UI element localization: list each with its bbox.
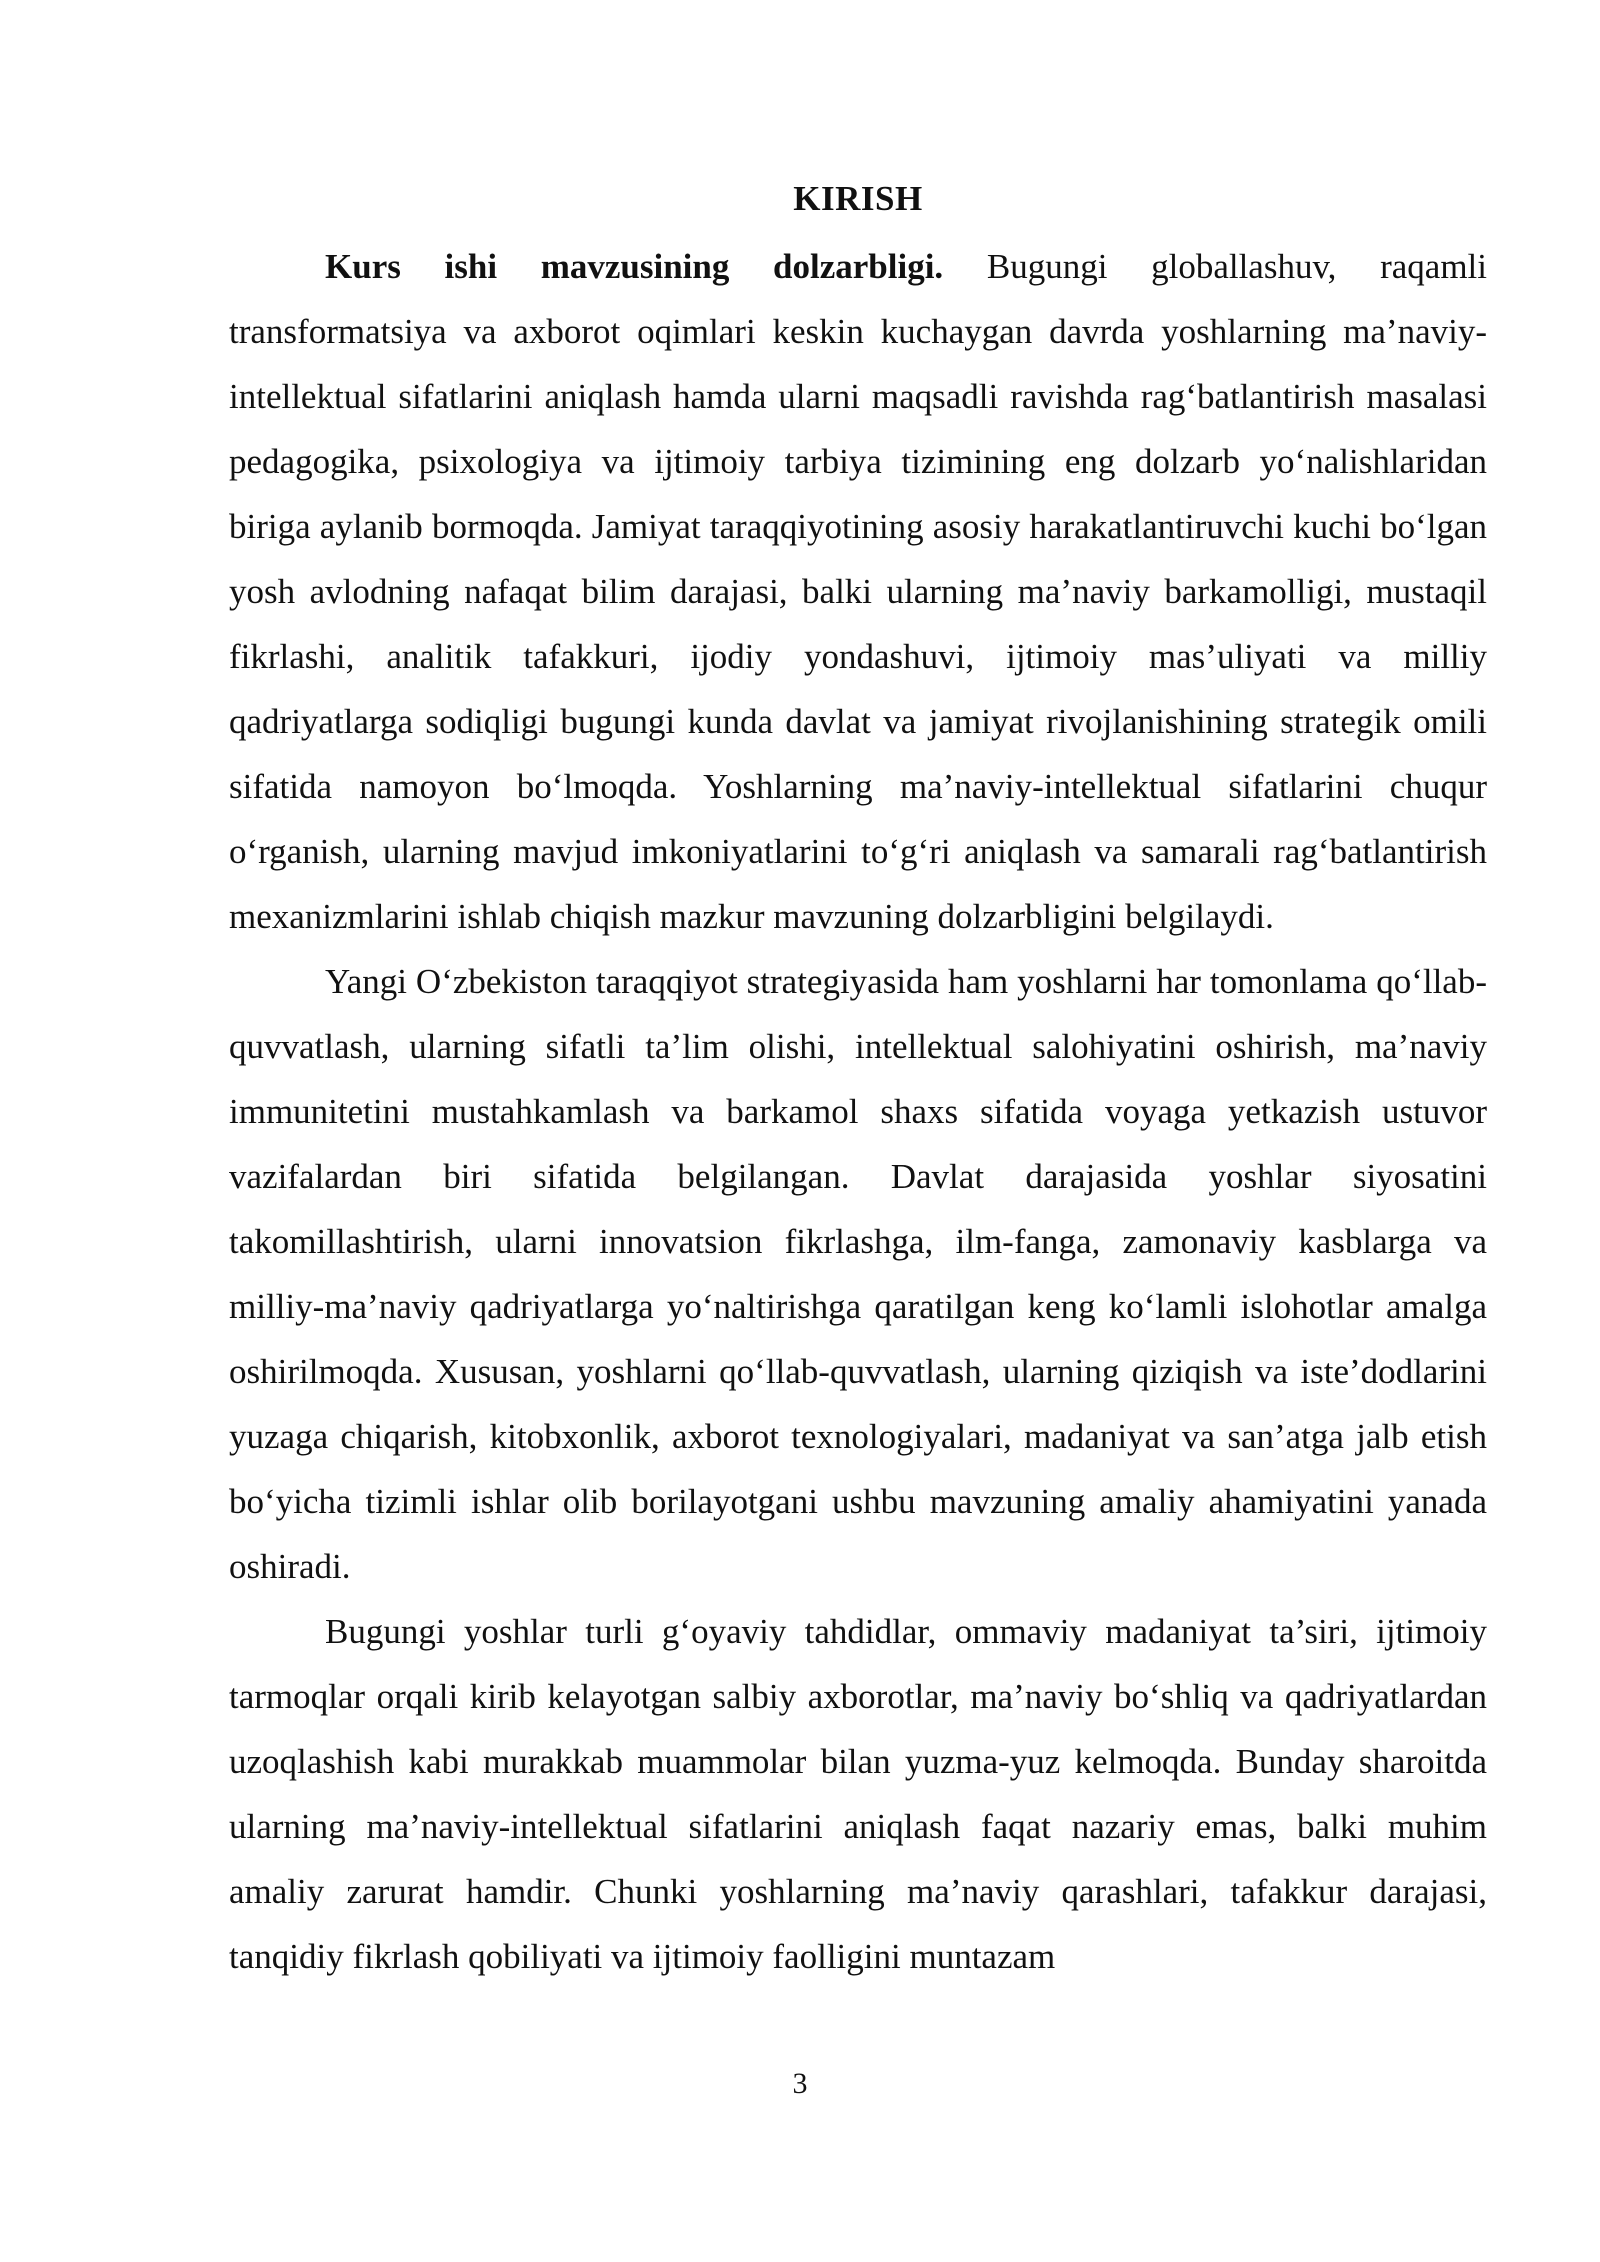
paragraph-text: Bugungi yoshlar turli g‘oyaviy tahdidlar, ommaviy madaniyat ta’siri, ijtimoiy tarmoqlar orqali kirib kelayotgan salbiy axborotlar, ma’naviy bo‘shliq va qadriyatlardan uzoqlashish kabi murakkab muammolar bilan yuzma-yuz kelmoqda. Bunday sharoitda ularning ma’naviy-intellektual sifatlarini aniqlash faqat nazariy emas, balki muhim amaliy zarurat hamdir. Chunki yoshlarning ma’naviy qarashlari, tafakkur darajasi, tanqidiy fikrlash qobiliyati va ijtimoiy faolligini muntazam <box>229 1612 1487 1976</box>
paragraph-text: Yangi O‘zbekiston taraqqiyot strategiyasida ham yoshlarni har tomonlama qo‘llab-quvvatlash, ularning sifatli ta’lim olishi, intellektual salohiyatini oshirish, ma’naviy immunitetini mustahkamlash va barkamol shaxs sifatida voyaga yetkazish ustuvor vazifalardan biri sifatida belgilangan. Davlat darajasida yoshlar siyosatini takomillashtirish, ularni innovatsion fikrlashga, ilm-fanga, zamonaviy kasblarga va milliy-ma’naviy qadriyatlarga yo‘naltirishga qaratilgan keng ko‘lamli islohotlar amalga oshirilmoqda. Xususan, yoshlarni qo‘llab-quvvatlash, ularning qiziqish va iste’dodlarini yuzaga chiqarish, kitobxonlik, axborot texnologiyalari, madaniyat va san’atga jalb etish bo‘yicha tizimli ishlar olib borilayotgani ushbu mavzuning amaliy ahamiyatini yanada oshiradi. <box>229 962 1487 1586</box>
paragraph-text: Bugungi globallashuv, raqamli transformatsiya va axborot oqimlari keskin kuchaygan davrda yoshlarning ma’naviy-intellektual sifatlarini aniqlash hamda ularni maqsadli ravishda rag‘batlantirish masalasi pedagogika, psixologiya va ijtimoiy tarbiya tizimining eng dolzarb yo‘nalishlaridan biriga aylanib bormoqda. Jamiyat taraqqiyotining asosiy harakatlantiruvchi kuchi bo‘lgan yosh avlodning nafaqat bilim darajasi, balki ularning ma’naviy barkamolligi, mustaqil fikrlashi, analitik tafakkuri, ijodiy yondashuvi, ijtimoiy mas’uliyati va milliy qadriyatlarga sodiqligi bugungi kunda davlat va jamiyat rivojlanishining strategik omili sifatida namoyon bo‘lmoqda. Yoshlarning ma’naviy-intellektual sifatlarini chuqur o‘rganish, ularning mavjud imkoniyatlarini to‘g‘ri aniqlash va samarali rag‘batlantirish mexanizmlarini ishlab chiqish mazkur mavzuning dolzarbligini belgilaydi. <box>229 247 1487 936</box>
page-number: 3 <box>792 2067 808 2100</box>
paragraph-strategy <box>229 949 1487 1599</box>
section-heading: KIRISH <box>793 179 923 218</box>
paragraph-lead: Kurs ishi mavzusining dolzarbligi. <box>325 247 944 286</box>
page-content <box>229 166 1487 1989</box>
paragraph-relevance <box>229 234 1487 949</box>
paragraph-challenges <box>229 1599 1487 1989</box>
